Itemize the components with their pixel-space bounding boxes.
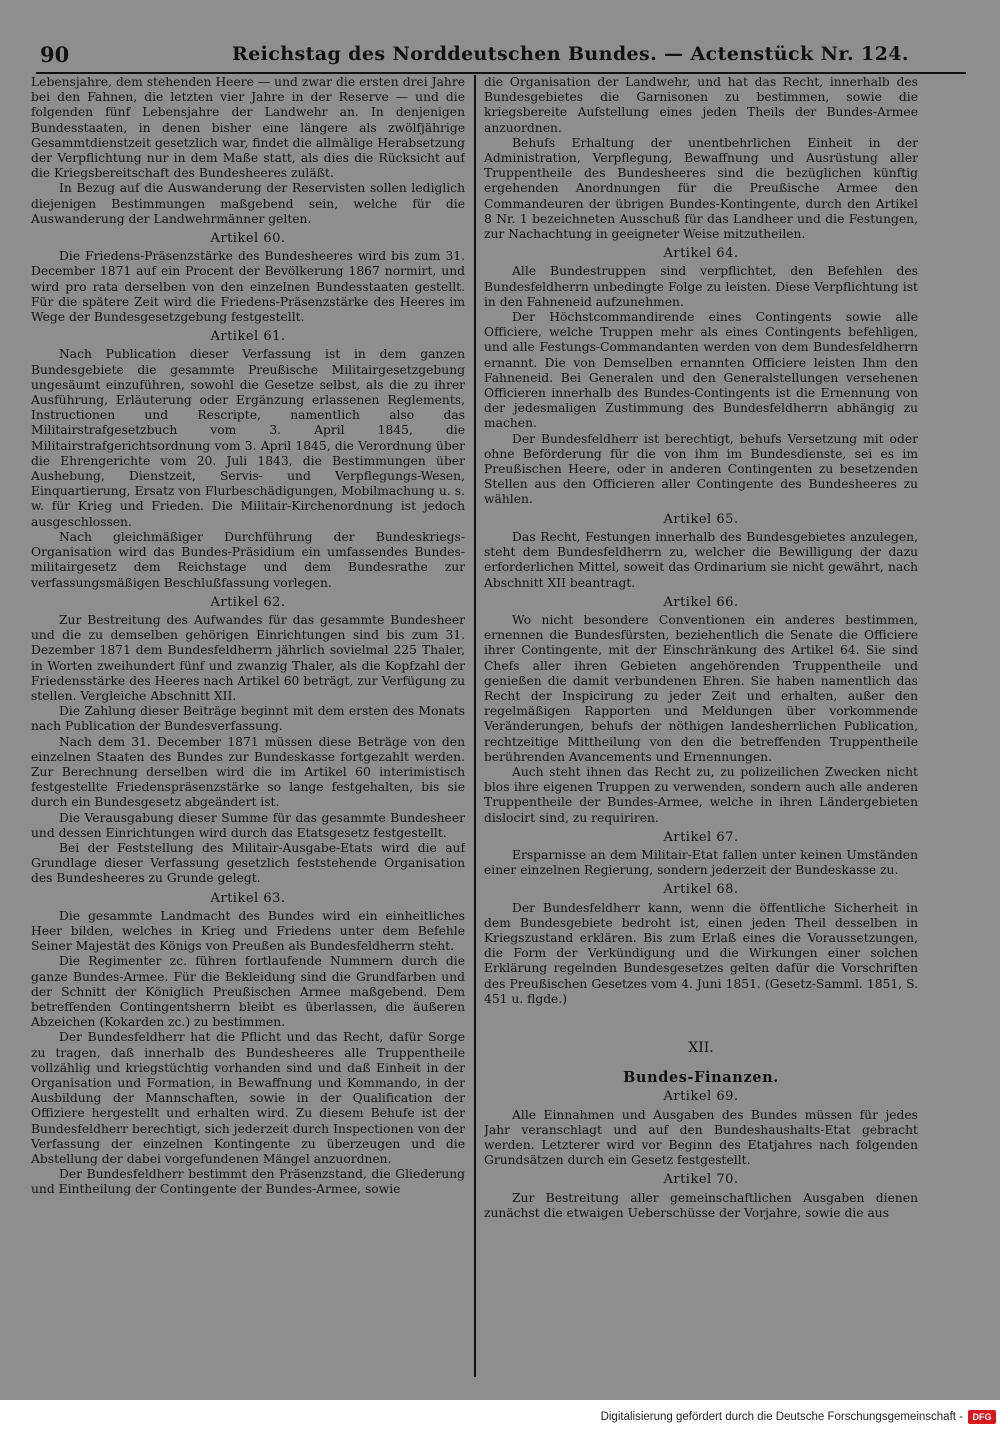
- paragraph: Auch steht ihnen das Recht zu, zu polizeilichen Zwecken nicht blos ihre eigenen Truppen zu verwenden, sondern auch alle anderen Truppentheile der Bundes-Armee, welche in ihren Ländergebieten dislocirt sind, zu requiriren.: [484, 764, 918, 825]
- article-heading: Artikel 63.: [210, 890, 286, 906]
- article-heading: Artikel 61.: [210, 329, 286, 345]
- paragraph: Die Zahlung dieser Beiträge beginnt mit dem ersten des Monats nach Publication der Bundesverfassung.: [31, 704, 465, 734]
- paragraph: Die gesammte Landmacht des Bundes wird ein einheitliches Heer bilden, welches in Krieg und Friedens unter dem Befehle Seiner Majestät des Königs von Preußen als Bundesfeldherrn steht.: [31, 908, 465, 954]
- page-number: 90: [40, 42, 70, 67]
- header-rule: [36, 72, 966, 74]
- article-heading: Artikel 66.: [663, 594, 739, 610]
- running-title: Reichstag des Norddeutschen Bundes. — Actenstück Nr. 124.: [232, 43, 909, 65]
- article-heading: Artikel 69.: [663, 1089, 739, 1105]
- paragraph: Der Höchstcommandirende eines Contingents sowie alle Officiere, welche Truppen mehr als eines Contingents befehligen, und alle Festungs-Commandanten werden von dem Bundesfeldherrn ernannt. Die von Demselben ernannten Officiere leisten Ihm den Fahneneid. Bei Generalen und den Generalstellungen versehenen Officieren innerhalb des Bundes-Contingents ist die Ernennung von der jedesmaligen Zustimmung des Bundesfeldherrn abhängig zu machen.: [484, 310, 918, 431]
- paragraph: Wo nicht besondere Conventionen ein anderes bestimmen, ernennen die Bundesfürsten, beziehentlich die Senate die Officiere ihrer Contingente, mit der Einschränkung des Artikel 64. Sie sind Chefs aller ihren Gebieten angehörenden Truppentheile und genießen die damit verbundenen Ehren. Sie haben namentlich das Recht der Inspicirung zu jeder Zeit und erhalten, außer den regelmäßigen Rapporten und Meldungen über vorkommende Veränderungen, behufs der nöthigen landesherrlichen Publication, rechtzeitige Mittheilung von den die betreffenden Truppentheile berührenden Avancements und Ernennungen.: [484, 612, 918, 764]
- paragraph: Behufs Erhaltung der unentbehrlichen Einheit in der Administration, Verpflegung, Bewaffnung und Ausrüstung aller Truppentheile des Bundesheeres sind die bezüglichen künftig ergehenden Anordnungen für die Preußische Armee den Commandeuren der übrigen Bundes-Kontingente, durch den Artikel 8 Nr. 1 bezeichneten Ausschuß für das Landheer und die Festungen, zur Nachachtung in geeigneter Weise mitzutheilen.: [484, 135, 918, 242]
- paragraph: die Organisation der Landwehr, und hat das Recht, innerhalb des Bundesgebietes die Garnisonen zu bestimmen, sowie die kriegsbereite Aufstellung eines jeden Theils der Bundes-Armee anzuordnen.: [484, 75, 918, 135]
- right-column: [484, 75, 918, 1375]
- paragraph: Lebensjahre, dem stehenden Heere — und zwar die ersten drei Jahre bei den Fahnen, die letzten vier Jahre in der Reserve — und die folgenden fünf Lebensjahre der Landwehr an. In denjenigen Bundesstaaten, in denen bisher eine längere als zwölfjährige Gesammtdienstzeit gesetzlich war, findet die allmälige Herabsetzung der Verpflichtung nur in dem Maße statt, als dies die Rücksicht auf die Kriegsbereitschaft des Bundesheeres zuläßt.: [31, 75, 465, 181]
- paragraph: Nach dem 31. December 1871 müssen diese Beträge von den einzelnen Staaten des Bundes zur Bundeskasse fortgezahlt werden. Zur Berechnung derselben wird die im Artikel 60 interimistisch festgestellte Friedenspräsenzstärke so lange festgehalten, bis sie durch ein Bundesgesetz abgeändert ist.: [31, 734, 465, 810]
- paragraph: Das Recht, Festungen innerhalb des Bundesgebietes anzulegen, steht dem Bundesfeldherrn zu, welcher die Bewilligung der dazu erforderlichen Mittel, soweit das Ordinarium sie nicht gewährt, nach Abschnitt XII beantragt.: [484, 529, 918, 590]
- article-heading: Artikel 62.: [210, 594, 286, 610]
- page-header: [36, 40, 960, 70]
- paragraph: Alle Bundestruppen sind verpflichtet, den Befehlen des Bundesfeldherrn unbedingte Folge zu leisten. Diese Verpflichtung ist in den Fahneneid aufzunehmen.: [484, 264, 918, 309]
- paragraph: Der Bundesfeldherr hat die Pflicht und das Recht, dafür Sorge zu tragen, daß innerhalb des Bundesheeres alle Truppentheile vollzählig und kriegstüchtig vorhanden sind und daß Einheit in der Organisation und Formation, in Bewaffnung und Kommando, in der Ausbildung der Mannschaften, sowie in der Qualification der Offiziere hergestellt und erhalten wird. Zu diesem Behufe ist der Bundesfeldherr berechtigt, sich jederzeit durch Inspectionen von der Verfassung der einzelnen Kontingente zu überzeugen und die Abstellung der dabei vorgefundenen Mängel anzuordnen.: [31, 1030, 465, 1167]
- paragraph: Alle Einnahmen und Ausgaben des Bundes müssen für jedes Jahr veranschlagt und auf den Bundeshaushalts-Etat gebracht werden. Letzterer wird vor Beginn des Etatjahres nach folgenden Grundsätzen durch ein Gesetz festgestellt.: [484, 1107, 918, 1168]
- paragraph: Der Bundesfeldherr kann, wenn die öffentliche Sicherheit in dem Bundesgebiete bedroht ist, einen jeden Theil desselben in Kriegszustand erklären. Bis zum Erlaß eines die Voraussetzungen, die Form der Verkündigung und die Wirkungen einer solchen Erklärung regelnden Bundesgesetzes gelten dafür die Vorschriften des Preußischen Gesetzes vom 4. Juni 1851. (Gesetz-Samml. 1851, S. 451 u. flgde.): [484, 900, 918, 1006]
- paragraph: Die Verausgabung dieser Summe für das gesammte Bundesheer und dessen Einrichtungen wird durch das Etatsgesetz festgestellt.: [31, 810, 465, 840]
- article-heading: Artikel 60.: [210, 231, 286, 247]
- article-heading: Artikel 67.: [663, 829, 739, 845]
- paragraph: In Bezug auf die Auswanderung der Reservisten sollen lediglich diejenigen Bestimmungen maßgebend sein, welche für die Auswanderung der Landwehrmänner gelten.: [31, 181, 465, 226]
- dfg-logo: DFG: [968, 1410, 996, 1424]
- footer-text: Digitalisierung gefördert durch die Deutsche Forschungsgemeinschaft -: [600, 1411, 963, 1423]
- paragraph: Die Regimenter zc. führen fortlaufende Nummern durch die ganze Bundes-Armee. Für die Bekleidung sind die Grundfarben und der Schnitt der Königlich Preußischen Armee maßgebend. Dem betreffenden Contingentsherrn bleibt es überlassen, die äußeren Abzeichen (Kokarden zc.) zu bestimmen.: [31, 954, 465, 1030]
- paragraph: Zur Bestreitung aller gemeinschaftlichen Ausgaben dienen zunächst die etwaigen Ueberschüsse der Vorjahre, sowie die aus: [484, 1190, 918, 1220]
- left-column: [31, 75, 465, 1375]
- article-heading: Artikel 65.: [663, 511, 739, 527]
- section-title: Bundes-Finanzen.: [623, 1069, 779, 1087]
- column-divider: [474, 75, 476, 1377]
- paragraph: Nach Publication dieser Verfassung ist in dem ganzen Bundesgebiete die gesammte Preußische Militairgesetzgebung ungesäumt einzuführen, sowohl die Gesetze selbst, als die zu ihrer Ausführung, Erläuterung oder Ergänzung erlassenen Reglements, Instructionen und Rescripte, namentlich also das Militairstrafgesetzbuch vom 3. April 1845, die Militairstrafgerichtsordnung vom 3. April 1845, die Verordnung über die Ehrengerichte vom 20. Juli 1843, die Bestimmungen über Aushebung, Dienstzeit, Servis- und Verpflegungs-Wesen, Einquartierung, Ersatz von Flurbeschädigungen, Mobilmachung u. s. w. für Krieg und Frieden. Die Militair-Kirchenordnung ist jedoch ausgeschlossen.: [31, 347, 465, 529]
- paragraph: Die Friedens-Präsenzstärke des Bundesheeres wird bis zum 31. December 1871 auf ein Procent der Bevölkerung 1867 normirt, und wird pro rata derselben von den einzelnen Bundesstaaten gestellt. Für die spätere Zeit wird die Friedens-Präsenzstärke des Heeres im Wege der Bundesgesetzgebung festgestellt.: [31, 249, 465, 325]
- paragraph: Der Bundesfeldherr ist berechtigt, behufs Versetzung mit oder ohne Beförderung für die von ihm im Bundesdienste, sei es im Preußischen Heere, oder in anderen Contingenten zu besetzenden Stellen aus den Officieren aller Contingente des Bundesheeres zu wählen.: [484, 431, 918, 507]
- paragraph: Zur Bestreitung des Aufwandes für das gesammte Bundesheer und die zu demselben gehörigen Einrichtungen sind bis zum 31. Dezember 1871 dem Bundesfeldherrn jährlich sovielmal 225 Thaler, in Worten zweihundert fünf und zwanzig Thaler, als die Kopfzahl der Friedensstärke des Heeres nach Artikel 60 beträgt, zur Verfügung zu stellen. Vergleiche Abschnitt XII.: [31, 612, 465, 703]
- paragraph: Bei der Feststellung des Militair-Ausgabe-Etats wird die auf Grundlage dieser Verfassung gesetzlich feststehende Organisation des Bundesheeres zu Grunde gelegt.: [31, 840, 465, 886]
- article-heading: Artikel 70.: [663, 1172, 739, 1188]
- article-heading: Artikel 68.: [663, 882, 739, 898]
- digitization-footer: [601, 1409, 996, 1425]
- paragraph: Nach gleichmäßiger Durchführung der Bundeskriegs-Organisation wird das Bundes-Präsidium ein umfassendes Bundes-militairgesetz dem Reichstage und dem Bundesrathe zur verfassungsmäßigen Beschlußfassung vorlegen.: [31, 529, 465, 590]
- paragraph: Der Bundesfeldherr bestimmt den Präsenzstand, die Gliederung und Eintheilung der Contingente der Bundes-Armee, sowie: [31, 1167, 465, 1197]
- paragraph: Ersparnisse an dem Militair-Etat fallen unter keinen Umständen einer einzelnen Regierung, sondern jederzeit der Bundeskasse zu.: [484, 847, 918, 878]
- article-heading: Artikel 64.: [663, 246, 739, 262]
- section-number: XII.: [688, 1039, 714, 1056]
